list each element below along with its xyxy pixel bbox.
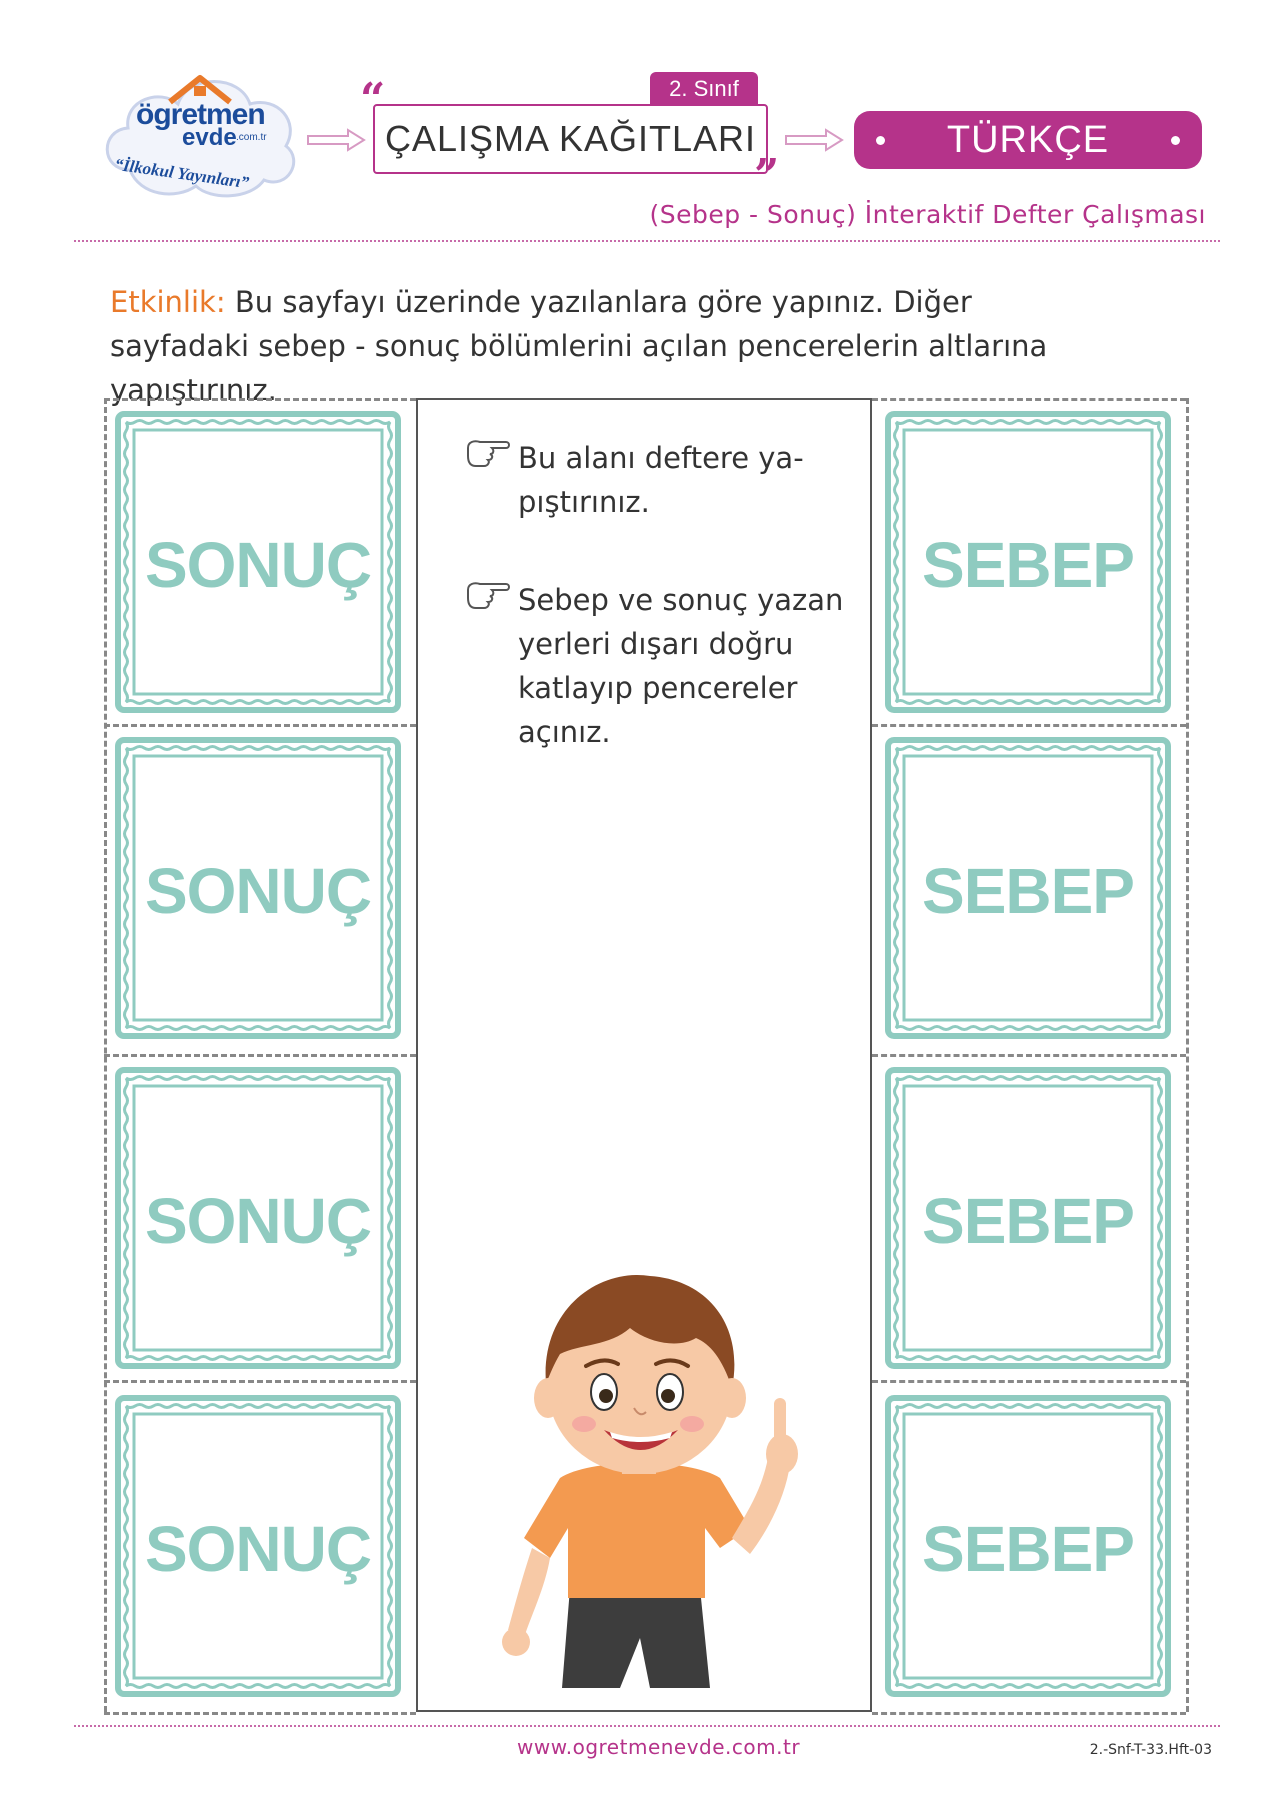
cut-line [872, 398, 1186, 401]
dot-icon [1171, 136, 1180, 145]
sebep-card[interactable] [884, 1066, 1172, 1370]
worksheet-subtitle: (Sebep - Sonuç) İnteraktif Defter Çalışması [649, 200, 1206, 229]
footer-divider [74, 1725, 1220, 1727]
activity-text: Bu sayfayı üzerinde yazılanlara göre yapınız. Diğer sayfadaki sebep - sonuç bölümlerini açılan pencerelerin altlarına yapıştırınız. [110, 285, 1048, 407]
logo-tagline: “İlkokul Yayınları” [113, 154, 251, 193]
cut-line [104, 1380, 416, 1383]
grade-badge: 2. Sınıf [650, 72, 758, 106]
activity-instructions [110, 280, 1110, 412]
card-label: SEBEP [922, 1513, 1134, 1585]
card-label: SEBEP [922, 855, 1134, 927]
activity-label: Etkinlik: [110, 285, 226, 319]
dot-icon [876, 136, 885, 145]
cut-line [104, 398, 416, 401]
cut-line [1186, 398, 1189, 1712]
logo-line2: evde [182, 124, 237, 151]
center-note-2: Sebep ve sonuç yazan yerleri dışarı doğru katlayıp pencereler açınız. [518, 583, 844, 749]
cut-line [872, 724, 1186, 727]
quote-open: “ [360, 74, 386, 125]
subject-pill [854, 111, 1202, 169]
logo-domain: .com.tr [236, 132, 267, 143]
sonuc-card[interactable] [114, 410, 402, 714]
arrow-right-icon [784, 128, 844, 152]
cut-line [104, 1712, 416, 1715]
footer-code: 2.-Snf-T-33.Hft-03 [1089, 1742, 1212, 1758]
header-divider [74, 240, 1220, 242]
sonuc-card[interactable] [114, 1394, 402, 1698]
boy-illustration [500, 1258, 810, 1708]
quote-close: ” [754, 150, 780, 201]
logo-line1: ögretmen [136, 98, 265, 131]
cut-line [104, 724, 416, 727]
cut-line [872, 1712, 1186, 1715]
subject-label: TÜRKÇE [946, 119, 1110, 161]
pointing-hand-icon [464, 434, 512, 470]
center-note-1: Bu alanı deftere ya-pıştırınız. [518, 441, 804, 519]
sonuc-card[interactable] [114, 1066, 402, 1370]
card-label: SONUÇ [144, 1185, 372, 1257]
card-label: SONUÇ [144, 529, 372, 601]
pointing-hand-icon [464, 576, 512, 612]
arrow-right-icon [306, 128, 366, 152]
cut-line [872, 1054, 1186, 1057]
card-label: SEBEP [922, 1185, 1134, 1257]
cut-line [104, 1054, 416, 1057]
sebep-card[interactable] [884, 410, 1172, 714]
card-label: SEBEP [922, 529, 1134, 601]
cut-line [872, 1380, 1186, 1383]
sebep-card[interactable] [884, 736, 1172, 1040]
worksheet-title: ÇALIŞMA KAĞITLARI [373, 104, 768, 174]
sebep-card[interactable] [884, 1394, 1172, 1698]
sonuc-card[interactable] [114, 736, 402, 1040]
footer-website[interactable]: www.ogretmenevde.com.tr [517, 1735, 801, 1759]
card-label: SONUÇ [144, 855, 372, 927]
card-label: SONUÇ [144, 1513, 372, 1585]
brand-logo [100, 60, 300, 210]
